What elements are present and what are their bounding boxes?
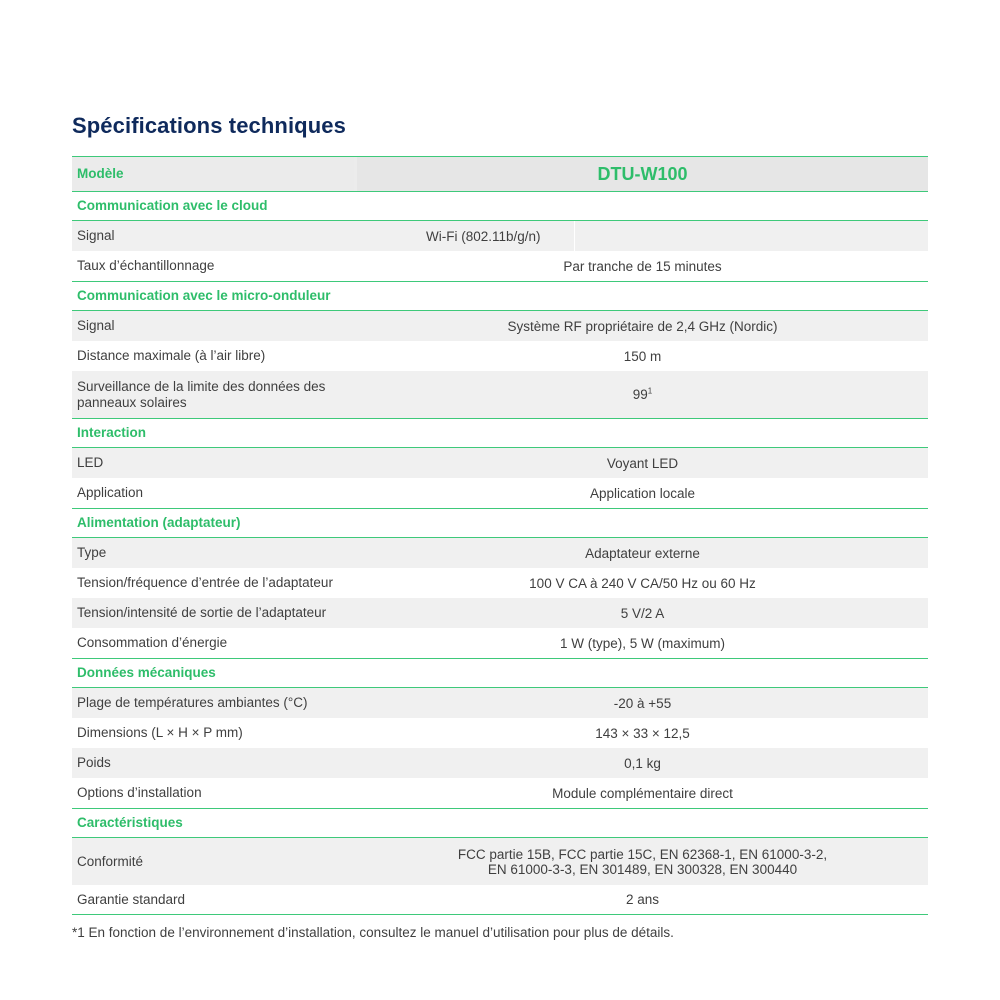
spec-table — [72, 156, 928, 915]
row-value: Wi-Fi (802.11b/g/n) — [426, 228, 541, 244]
row-value: -20 à +55 — [613, 695, 672, 711]
row-value: Application locale — [589, 485, 696, 501]
row-value: 0,1 kg — [624, 755, 661, 771]
compliance-line-1: FCC partie 15B, FCC partie 15C, EN 62368-1, EN 61000-3-2, — [457, 846, 828, 862]
section-heading-features — [72, 808, 928, 838]
row-label: Garantie standard — [77, 891, 186, 907]
table-row — [72, 718, 928, 748]
row-label: Options d’installation — [77, 785, 202, 800]
row-label: Taux d’échantillonnage — [77, 258, 215, 273]
table-row — [72, 688, 928, 718]
section-heading-label: Communication avec le cloud — [77, 198, 268, 213]
section-heading-label: Interaction — [77, 425, 147, 440]
row-value: 150 m — [623, 348, 662, 364]
row-label: Application — [77, 485, 144, 500]
footnote-ref: 1 — [647, 386, 653, 396]
row-value — [357, 847, 928, 877]
row-label: Conformité — [77, 853, 144, 869]
section-heading-label: Communication avec le micro-onduleur — [77, 288, 331, 303]
row-label: Distance maximale (à l’air libre) — [77, 348, 266, 363]
section-heading-mechanical — [72, 658, 928, 688]
row-value: Adaptateur externe — [585, 545, 700, 561]
row-label: Consommation d’énergie — [77, 635, 228, 650]
row-label: Tension/intensité de sortie de l’adaptateur — [77, 605, 327, 620]
row-label: Tension/fréquence d’entrée de l’adaptateur — [77, 575, 333, 590]
row-label: Signal — [77, 318, 115, 333]
table-row — [72, 628, 928, 658]
model-row — [72, 157, 928, 191]
cell-divider — [574, 221, 928, 251]
table-row — [72, 341, 928, 371]
row-label: Surveillance de la limite des données des panneaux solaires — [77, 378, 326, 410]
section-heading-label: Alimentation (adaptateur) — [77, 515, 241, 530]
table-row — [72, 838, 928, 885]
model-label: Modèle — [72, 157, 354, 191]
row-value: 143 × 33 × 12,5 — [595, 725, 690, 741]
section-heading-power — [72, 508, 928, 538]
row-label: Signal — [77, 228, 115, 243]
section-heading-interaction — [72, 418, 928, 448]
table-row — [72, 885, 928, 915]
table-row — [72, 778, 928, 808]
table-row — [72, 371, 928, 418]
table-row — [72, 538, 928, 568]
row-label: Plage de températures ambiantes (°C) — [77, 695, 308, 710]
table-row — [72, 251, 928, 281]
row-value: Par tranche de 15 minutes — [563, 258, 722, 274]
row-value: Module complémentaire direct — [552, 785, 733, 801]
table-row — [72, 221, 928, 251]
monitoring-value: 99 — [632, 387, 648, 402]
row-value: Système RF propriétaire de 2,4 GHz (Nordic) — [507, 318, 778, 334]
table-row — [72, 311, 928, 341]
table-row — [72, 478, 928, 508]
row-label: LED — [77, 455, 104, 470]
row-value: 5 V/2 A — [620, 605, 665, 621]
table-row — [72, 568, 928, 598]
section-heading-label: Caractéristiques — [77, 815, 183, 830]
row-value — [357, 387, 928, 402]
section-heading-cloud — [72, 191, 928, 221]
row-label: Type — [77, 545, 107, 560]
compliance-line-2: EN 61000-3-3, EN 301489, EN 300328, EN 300440 — [487, 861, 798, 877]
row-label: Poids — [77, 755, 111, 770]
table-row — [72, 598, 928, 628]
section-heading-inverter — [72, 281, 928, 311]
footnote: *1 En fonction de l’environnement d’installation, consultez le manuel d’utilisation pour plus de détails. — [72, 925, 674, 940]
row-value: 2 ans — [625, 892, 660, 907]
model-value: DTU-W100 — [357, 157, 928, 191]
table-row — [72, 448, 928, 478]
table-row — [72, 748, 928, 778]
row-label: Dimensions (L × H × P mm) — [77, 725, 243, 740]
row-value: 100 V CA à 240 V CA/50 Hz ou 60 Hz — [529, 575, 756, 591]
page-title: Spécifications techniques — [72, 113, 346, 138]
section-heading-label: Données mécaniques — [77, 665, 216, 680]
row-value: Voyant LED — [606, 455, 679, 471]
row-value: 1 W (type), 5 W (maximum) — [559, 635, 725, 651]
